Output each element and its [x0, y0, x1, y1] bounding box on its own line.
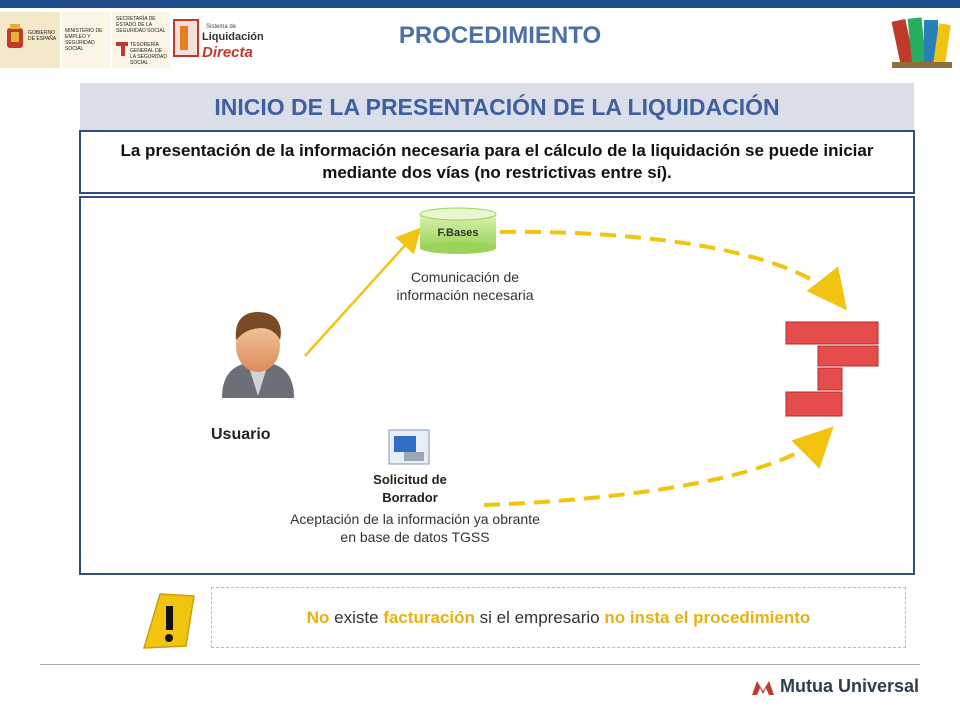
user-label: Usuario [211, 426, 271, 443]
gobierno-text: GOBIERNO DE ESPAÑA [28, 30, 57, 42]
mutua-mark-icon [752, 679, 774, 695]
mutua-universal-logo [752, 676, 919, 697]
warning-box [211, 587, 906, 648]
section-title: PROCEDIMIENTO [398, 22, 602, 49]
warning-empresario: si el empresario [474, 607, 605, 627]
user-icon [222, 312, 294, 398]
ld-directa-text: Directa [202, 44, 253, 61]
solicitud-title: Solicitud de Borrador [373, 472, 447, 505]
main-title: INICIO DE LA PRESENTACIÓN DE LA LIQUIDACIÓN [214, 94, 780, 120]
tesoreria-text: TESORERÍA GENERAL DE LA SEGURIDAD SOCIAL [130, 42, 167, 66]
warning-procedimiento: no insta el procedimiento [604, 607, 811, 627]
footer-divider [40, 664, 920, 665]
ministerio-text: MINISTERIO DE EMPLEO Y SEGURIDAD SOCIAL [65, 28, 103, 52]
warning-no: No [306, 607, 330, 627]
database-label: F.Bases [437, 227, 479, 239]
warning-existe: existe [329, 607, 384, 627]
tgss-target-icon [786, 322, 878, 416]
ld-liquidacion-text: Liquidación [202, 31, 264, 43]
ld-sistema-text: Sistema de [206, 24, 237, 30]
computer-icon [389, 430, 429, 464]
warning-facturacion: facturación [383, 607, 475, 627]
warning-icon [138, 590, 200, 652]
arrow-solicitud-to-target [484, 432, 828, 505]
secretaria-text: SECRETARÍA DE ESTADO DE LA SEGURIDAD SOCIAL [116, 16, 166, 34]
solicitud-description: Aceptación de la información ya obrante en base de datos TGSS [290, 511, 540, 545]
mutua-brand-text: Mutua Universal [780, 676, 920, 696]
intro-text: La presentación de la información necesaria para el cálculo de la liquidación se puede iniciar mediante dos vías (no restrictivas entre sí). [120, 141, 874, 182]
arrow-db-to-target [500, 232, 842, 304]
communication-text: Comunicación de información necesaria [396, 269, 534, 303]
